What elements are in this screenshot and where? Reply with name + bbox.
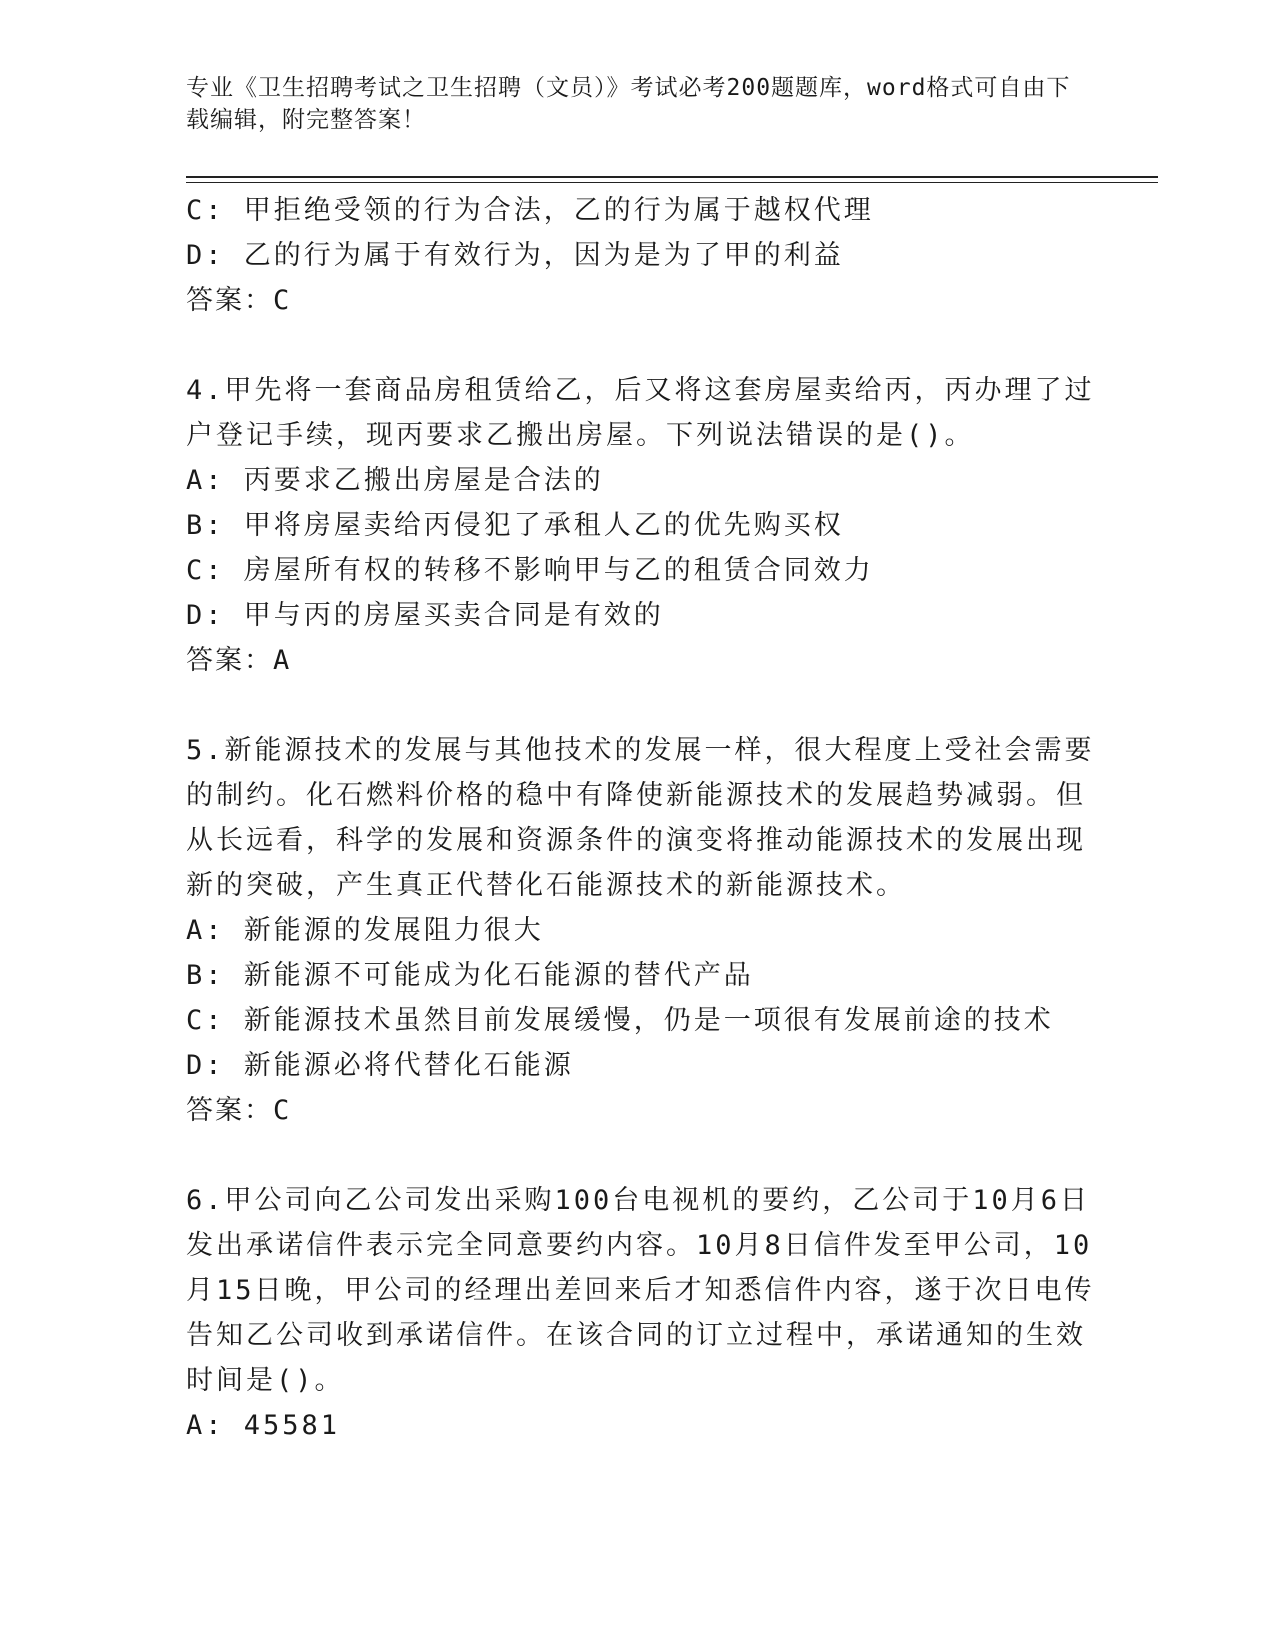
question-text-line: 户登记手续，现丙要求乙搬出房屋。下列说法错误的是()。 — [186, 420, 975, 451]
spacer — [186, 323, 1086, 368]
option-d: D: 乙的行为属于有效行为，因为是为了甲的利益 — [186, 240, 844, 271]
question-text-line: 的制约。化石燃料价格的稳中有降使新能源技术的发展趋势减弱。但 — [186, 780, 1086, 811]
question-5 — [186, 728, 1095, 1133]
question-3-tail — [186, 188, 1086, 323]
answer-label: 答案：A — [186, 645, 292, 676]
option-a: A: 丙要求乙搬出房屋是合法的 — [186, 465, 604, 496]
question-text-line: 月15日晚，甲公司的经理出差回来后才知悉信件内容，遂于次日电传 — [186, 1275, 1095, 1306]
option-a: A: 45581 — [186, 1410, 341, 1441]
question-text-line: 新的突破，产生真正代替化石能源技术的新能源技术。 — [186, 870, 906, 901]
option-c: C: 新能源技术虽然目前发展缓慢，仍是一项很有发展前途的技术 — [186, 1005, 1054, 1036]
header-divider-thin — [186, 182, 1158, 183]
question-list — [186, 188, 1095, 1448]
question-text-line: 时间是()。 — [186, 1365, 345, 1396]
answer-label: 答案：C — [186, 285, 292, 316]
header-text: 专业《卫生招聘考试之卫生招聘（文员）》考试必考200题题库，word格式可自由下载编辑，附完整答案！ — [186, 75, 1071, 133]
question-text-line: 6.甲公司向乙公司发出采购100台电视机的要约，乙公司于10月6日 — [186, 1185, 1091, 1216]
question-text-line: 从长远看，科学的发展和资源条件的演变将推动能源技术的发展出现 — [186, 825, 1086, 856]
question-text-line: 4.甲先将一套商品房租赁给乙，后又将这套房屋卖给丙，丙办理了过 — [186, 375, 1095, 406]
spacer — [186, 683, 1086, 728]
option-b: B: 甲将房屋卖给丙侵犯了承租人乙的优先购买权 — [186, 510, 844, 541]
spacer — [186, 1133, 1086, 1178]
option-b: B: 新能源不可能成为化石能源的替代产品 — [186, 960, 754, 991]
option-d: D: 甲与丙的房屋买卖合同是有效的 — [186, 600, 664, 631]
option-c: C: 房屋所有权的转移不影响甲与乙的租赁合同效力 — [186, 555, 874, 586]
answer-label: 答案：C — [186, 1095, 292, 1126]
question-6 — [186, 1178, 1095, 1448]
option-c: C: 甲拒绝受领的行为合法，乙的行为属于越权代理 — [186, 195, 874, 226]
question-text-line: 发出承诺信件表示完全同意要约内容。10月8日信件发至甲公司，10 — [186, 1230, 1093, 1261]
question-text-line: 告知乙公司收到承诺信件。在该合同的订立过程中，承诺通知的生效 — [186, 1320, 1086, 1351]
question-4 — [186, 368, 1095, 683]
option-a: A: 新能源的发展阻力很大 — [186, 915, 544, 946]
header-divider-thick — [186, 176, 1158, 178]
document-header — [186, 72, 1086, 136]
question-text-line: 5.新能源技术的发展与其他技术的发展一样，很大程度上受社会需要 — [186, 735, 1095, 766]
option-d: D: 新能源必将代替化石能源 — [186, 1050, 574, 1081]
